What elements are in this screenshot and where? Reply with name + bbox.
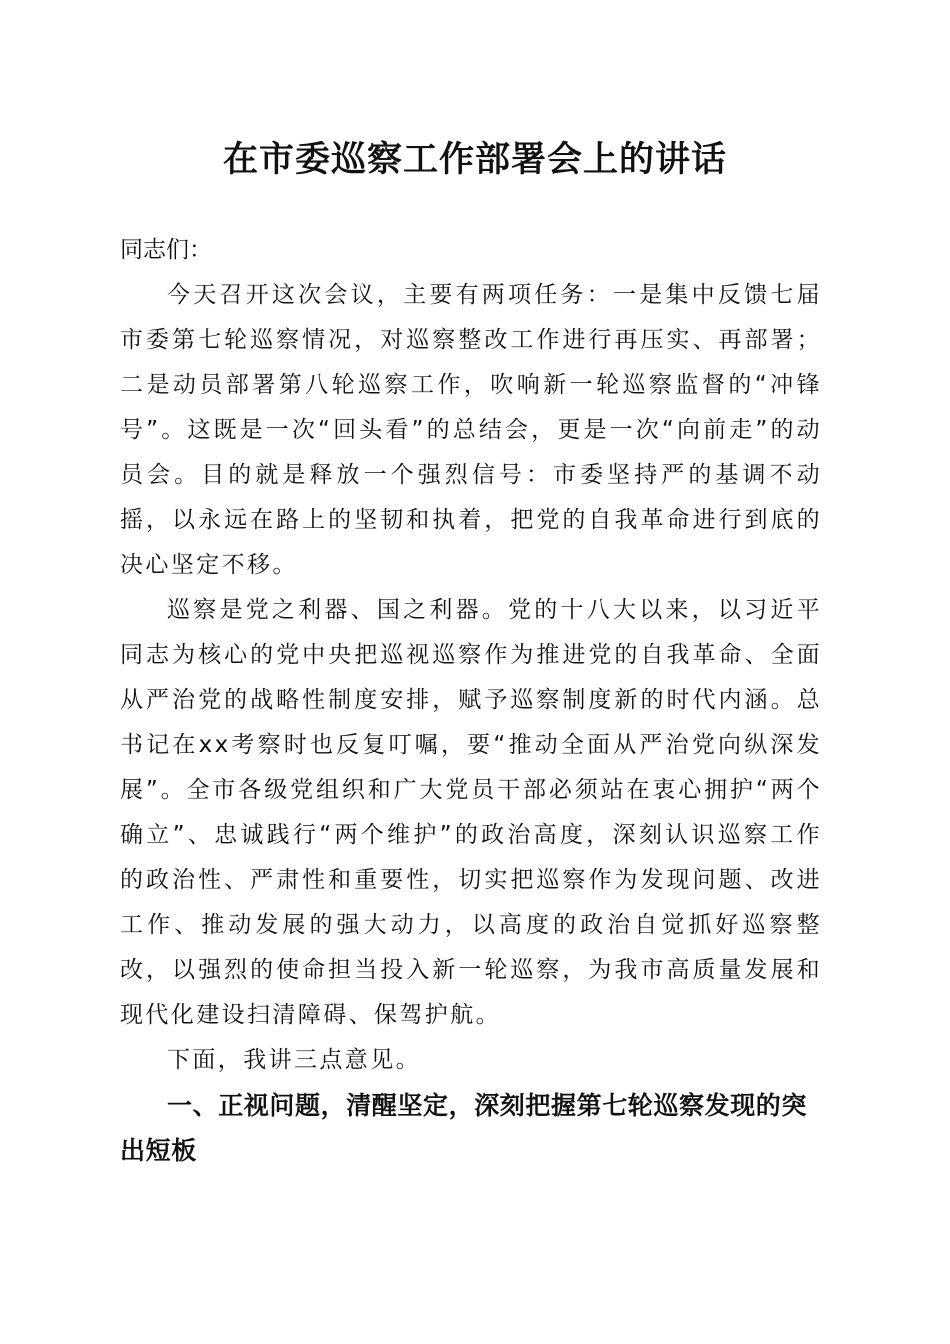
salutation: 同志们： [120, 237, 212, 263]
document-body [120, 228, 822, 1173]
paragraph-three-points: 下面，我讲三点意见。 [167, 1047, 421, 1073]
document-title: 在市委巡察工作部署会上的讲话 [222, 139, 727, 180]
section-heading-one: 一、正视问题，清醒坚定，深刻把握第七轮巡察发现的突出短板 [120, 1091, 808, 1165]
paragraph-meeting-tasks: 今天召开这次会议，主要有两项任务：一是集中反馈七届市委第七轮巡察情况，对巡察整改工作进行再压实、再部署；二是动员部署第八轮巡察工作，吹响新一轮巡察监督的“冲锋号”。这既是一次“回头看”的总结会，更是一次“向前走”的动员会。目的就是释放一个强烈信号：市委坚持严的基调不动摇，以永远在路上的坚韧和执着，把党的自我革命进行到底的决心坚定不移。 [120, 282, 822, 578]
paragraph-inspection-importance: 巡察是党之利器、国之利器。党的十八大以来，以习近平同志为核心的党中央把巡视巡察作为推进党的自我革命、全面从严治党的战略性制度安排，赋予巡察制度新的时代内涵。总书记在xx考察时也反复叮嘱，要“推动全面从严治党向纵深发展”。全市各级党组织和广大党员干部必须站在衷心拥护“两个确立”、忠诚践行“两个维护”的政治高度，深刻认识巡察工作的政治性、严肃性和重要性，切实把巡察作为发现问题、改进工作、推动发展的强大动力，以高度的政治自觉抓好巡察整改，以强烈的使命担当投入新一轮巡察，为我市高质量发展和现代化建设扫清障碍、保驾护航。 [120, 597, 822, 1028]
